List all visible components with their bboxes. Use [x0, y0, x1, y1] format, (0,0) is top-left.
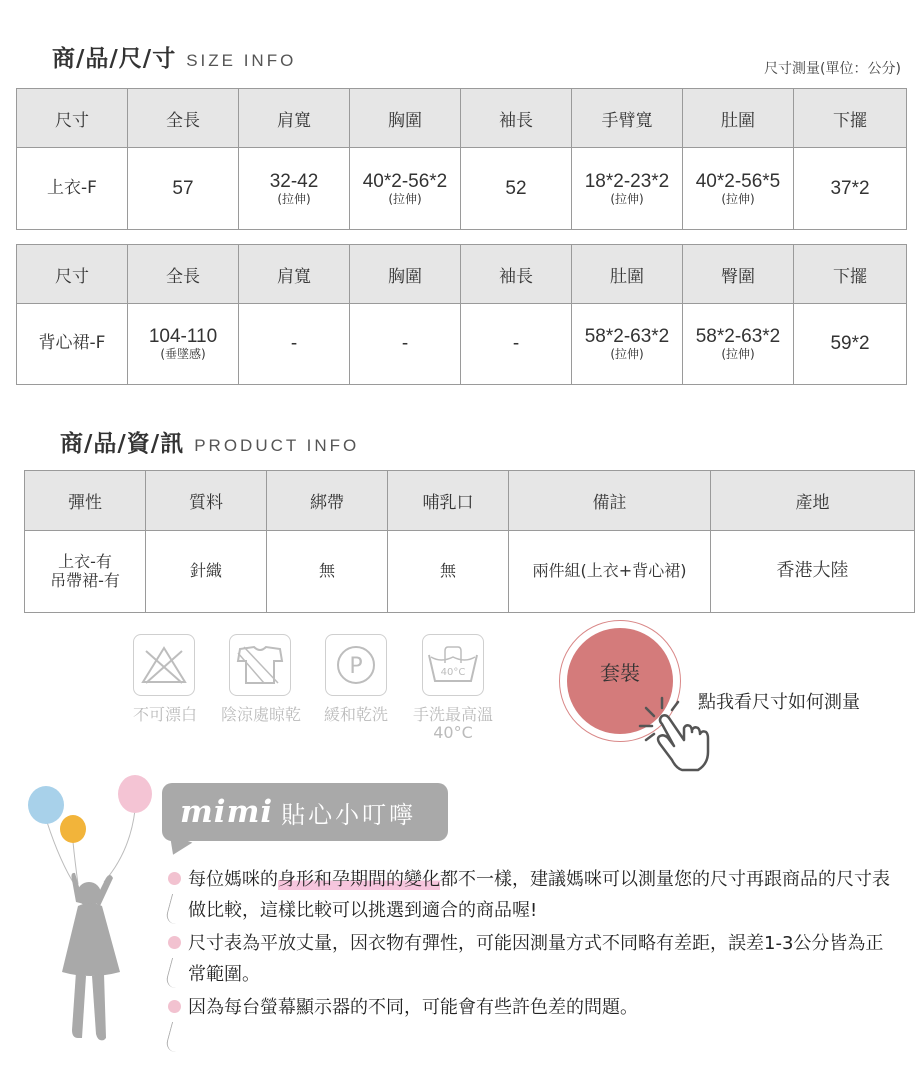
care-label: 不可漂白	[132, 705, 197, 724]
bullet-tail	[164, 894, 184, 924]
bullet-dot	[168, 1000, 181, 1013]
size-table-bottom	[16, 244, 907, 385]
bullet-dot	[168, 936, 181, 949]
table-header: 肚圍	[572, 245, 683, 304]
table-header: 備註	[509, 471, 711, 531]
bullet-tail	[164, 958, 184, 988]
size-info-title	[52, 40, 296, 73]
elasticity-cell: 上衣-有 吊帶裙-有	[25, 531, 146, 613]
shade-dry-icon	[229, 634, 291, 696]
table-cell: -	[239, 304, 350, 385]
hand-wash-temp: 40°C	[440, 667, 466, 678]
balloon-pink-icon	[118, 775, 152, 813]
table-cell: 40*2-56*2 (拉伸)	[350, 148, 461, 230]
table-header: 肚圍	[683, 89, 794, 148]
product-info-title	[60, 425, 359, 458]
table-cell: 40*2-56*5 (拉伸)	[683, 148, 794, 230]
care-label: 手洗最高溫 40°C	[412, 705, 493, 743]
table-header: 肩寬	[239, 245, 350, 304]
table-cell: 32-42 (拉伸)	[239, 148, 350, 230]
tips-banner	[162, 783, 448, 841]
table-cell: 香港大陸	[711, 531, 915, 613]
bullet-dot	[168, 872, 181, 885]
table-header: 綁帶	[267, 471, 388, 531]
table-header: 全長	[128, 245, 239, 304]
balloon-orange-icon	[60, 815, 86, 843]
table-cell: 37*2	[794, 148, 907, 230]
table-cell: 57	[128, 148, 239, 230]
table-header: 彈性	[25, 471, 146, 531]
row-label: 上衣-F	[17, 148, 128, 230]
table-cell: -	[350, 304, 461, 385]
table-cell: 58*2-63*2 (拉伸)	[683, 304, 794, 385]
table-header: 臀圍	[683, 245, 794, 304]
table-header: 肩寬	[239, 89, 350, 148]
table-row	[17, 304, 907, 385]
no-bleach-icon	[133, 634, 195, 696]
table-cell: 18*2-23*2 (拉伸)	[572, 148, 683, 230]
balloon-girl-illustration	[20, 772, 160, 1052]
size-title-en: SIZE INFO	[186, 51, 297, 70]
bullet-tail	[164, 1022, 184, 1052]
svg-text:P: P	[349, 654, 363, 679]
balloon-blue-icon	[28, 786, 64, 824]
unit-note: 尺寸測量(單位：公分)	[764, 61, 901, 77]
tip-item: 因為每台螢幕顯示器的不同，可能會有些許色差的問題。	[168, 992, 898, 1023]
table-cell: 59*2	[794, 304, 907, 385]
tip-item: 每位媽咪的身形和孕期間的變化都不一樣，建議媽咪可以測量您的尺寸再跟商品的尺寸表做比較，這樣比較可以挑選到適合的商品喔!	[168, 864, 898, 926]
care-label: 陰涼處晾乾	[220, 705, 301, 724]
table-header: 尺寸	[17, 245, 128, 304]
table-row	[17, 148, 907, 230]
table-cell: 無	[388, 531, 509, 613]
product-title-en: PRODUCT INFO	[194, 436, 360, 455]
size-title-zh: 商/品/尺/寸	[52, 46, 177, 72]
size-table-top	[16, 88, 907, 230]
table-header: 產地	[711, 471, 915, 531]
product-title-zh: 商/品/資/訊	[60, 431, 185, 457]
table-header: 質料	[146, 471, 267, 531]
table-cell: 無	[267, 531, 388, 613]
table-header: 下擺	[794, 245, 907, 304]
table-header: 下擺	[794, 89, 907, 148]
table-cell: 58*2-63*2 (拉伸)	[572, 304, 683, 385]
table-header: 胸圍	[350, 245, 461, 304]
table-cell: -	[461, 304, 572, 385]
hand-wash-icon	[422, 634, 484, 696]
table-header: 手臂寬	[572, 89, 683, 148]
tips-title: 貼心小叮嚀	[281, 800, 417, 829]
table-cell: 52	[461, 148, 572, 230]
table-header: 袖長	[461, 89, 572, 148]
table-header: 胸圍	[350, 89, 461, 148]
product-table	[24, 470, 915, 613]
suit-button-label: 套裝	[600, 660, 640, 685]
table-header: 哺乳口	[388, 471, 509, 531]
table-header: 尺寸	[17, 89, 128, 148]
brand-logo: mimi	[180, 794, 274, 830]
tip-item: 尺寸表為平放丈量，因衣物有彈性，可能因測量方式不同略有差距，誤差1-3公分皆為正常範圍。	[168, 928, 898, 990]
table-header: 全長	[128, 89, 239, 148]
table-cell: 針織	[146, 531, 267, 613]
table-row	[25, 531, 915, 613]
tip-highlight: 身形和孕期間的變化	[278, 869, 440, 890]
gentle-dry-clean-icon	[325, 634, 387, 696]
table-cell: 104-110 (垂墜感)	[128, 304, 239, 385]
row-label: 背心裙-F	[17, 304, 128, 385]
care-label: 緩和乾洗	[323, 705, 388, 724]
table-cell: 兩件組(上衣+背心裙)	[509, 531, 711, 613]
measure-guide-link[interactable]: 點我看尺寸如何測量	[698, 692, 860, 713]
table-header: 袖長	[461, 245, 572, 304]
